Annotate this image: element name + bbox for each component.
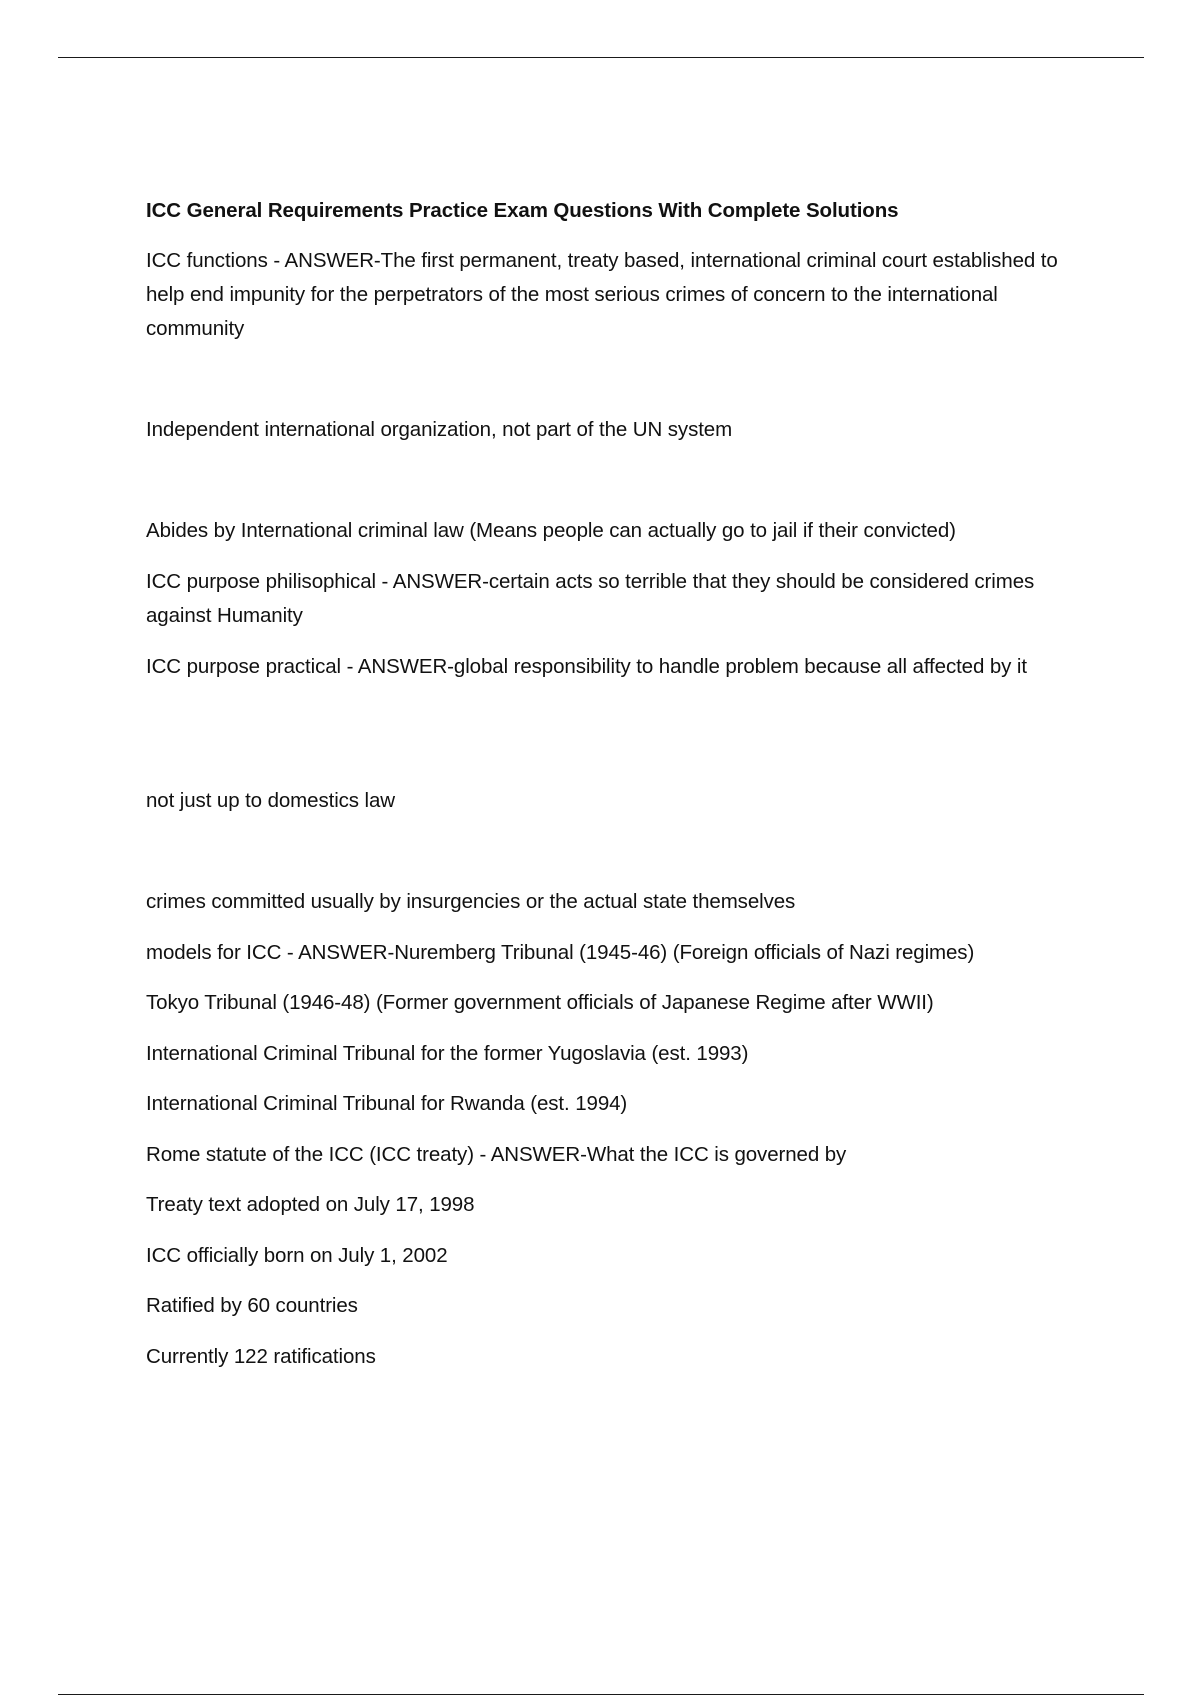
header-rule bbox=[58, 57, 1144, 58]
paragraph-treaty-adopted: Treaty text adopted on July 17, 1998 bbox=[146, 1193, 475, 1216]
paragraph-not-domestic-law: not just up to domestics law bbox=[146, 789, 396, 812]
footer-rule bbox=[58, 1694, 1144, 1695]
paragraph-yugoslavia-tribunal: International Criminal Tribunal for the former Yugoslavia (est. 1993) bbox=[146, 1042, 749, 1065]
paragraph-abides-by-law: Abides by International criminal law (Means people can actually go to jail if their convicted) bbox=[146, 519, 956, 542]
paragraph-rome-statute: Rome statute of the ICC (ICC treaty) - ANSWER-What the ICC is governed by bbox=[146, 1143, 847, 1166]
paragraph-models-for-icc: models for ICC - ANSWER-Nuremberg Tribunal (1945-46) (Foreign officials of Nazi regimes) bbox=[146, 941, 975, 964]
paragraph-icc-functions: ICC functions - ANSWER-The first permanent, treaty based, international criminal court established to help end impunity for the perpetrators of the most serious crimes of concern to the international community bbox=[146, 249, 1058, 340]
paragraph-purpose-philosophical: ICC purpose philisophical - ANSWER-certain acts so terrible that they should be considered crimes against Humanity bbox=[146, 570, 1035, 627]
paragraph-ratified-60: Ratified by 60 countries bbox=[146, 1294, 358, 1317]
paragraph-tokyo-tribunal: Tokyo Tribunal (1946-48) (Former government officials of Japanese Regime after WWII) bbox=[146, 991, 934, 1014]
document-title: ICC General Requirements Practice Exam Questions With Complete Solutions bbox=[146, 199, 899, 222]
paragraph-icc-born: ICC officially born on July 1, 2002 bbox=[146, 1244, 448, 1267]
paragraph-purpose-practical: ICC purpose practical - ANSWER-global responsibility to handle problem because all affected by it bbox=[146, 655, 1027, 678]
paragraph-crimes-committed: crimes committed usually by insurgencies or the actual state themselves bbox=[146, 890, 796, 913]
paragraph-independent-org: Independent international organization, not part of the UN system bbox=[146, 418, 733, 441]
paragraph-currently-122: Currently 122 ratifications bbox=[146, 1345, 376, 1368]
paragraph-rwanda-tribunal: International Criminal Tribunal for Rwanda (est. 1994) bbox=[146, 1092, 628, 1115]
